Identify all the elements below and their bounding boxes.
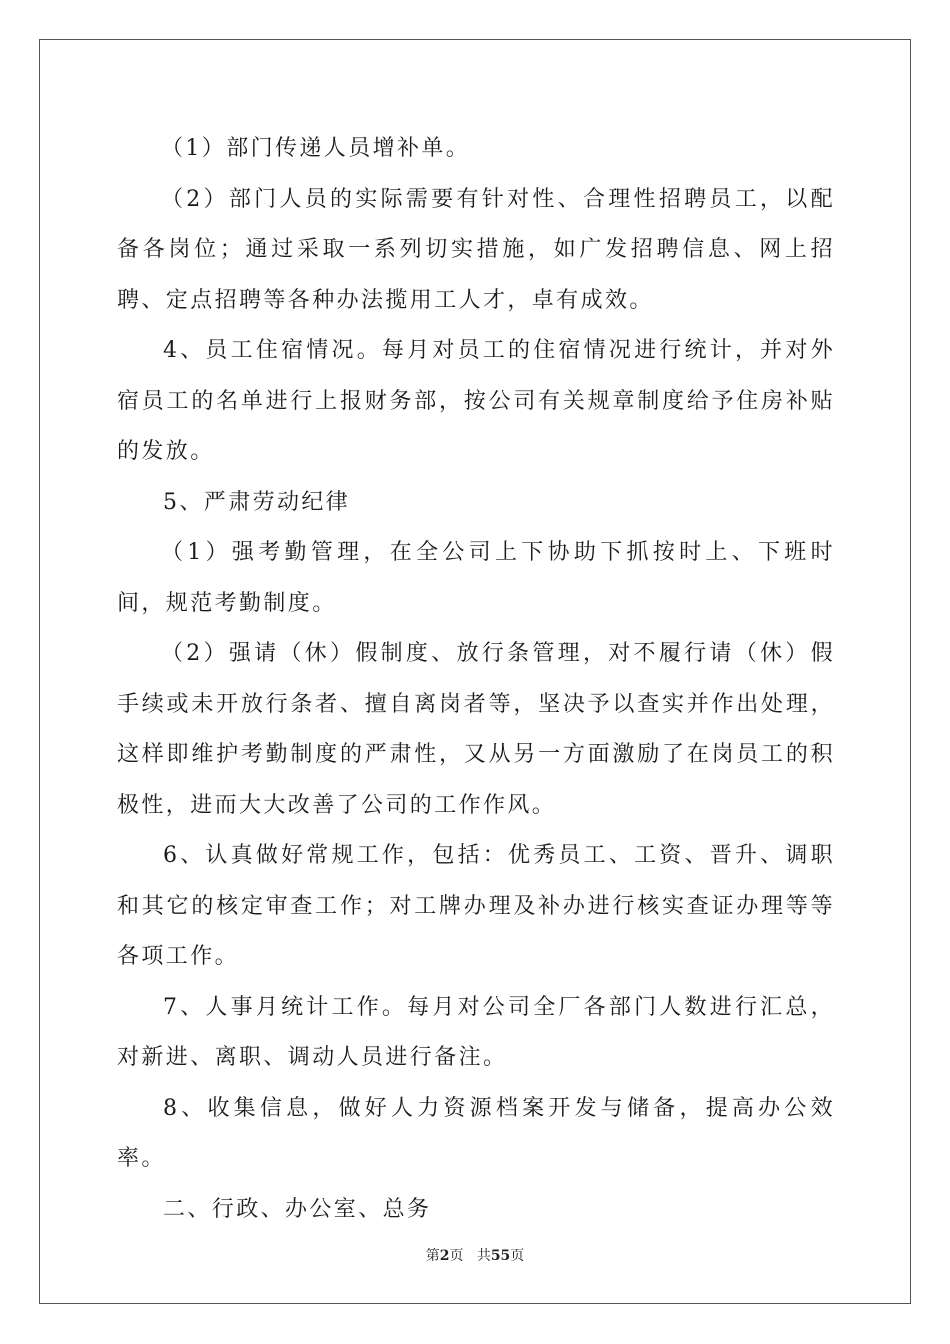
paragraph-4: 5、严肃劳动纪律 <box>163 489 351 515</box>
footer-total-prefix: 共 <box>476 1248 491 1264</box>
page-footer <box>0 1246 950 1266</box>
paragraph-7: 6、认真做好常规工作，包括：优秀员工、工资、晋升、调职和其它的核定审查工作；对工牌办理及补办进行核实查证办理等等各项工作。 <box>117 843 835 969</box>
footer-page-number: 2 <box>439 1248 450 1264</box>
paragraph-2: （2）部门人员的实际需要有针对性、合理性招聘员工，以配备各岗位；通过采取一系列切实措施，如广发招聘信息、网上招聘、定点招聘等各种办法揽用工人才，卓有成效。 <box>117 186 835 313</box>
paragraph-1: （1）部门传递人员增补单。 <box>161 136 471 161</box>
footer-total-pages: 55 <box>490 1248 511 1264</box>
paragraph-9: 8、收集信息，做好人力资源档案开发与储备，提高办公效率。 <box>117 1095 835 1171</box>
paragraph-6: （2）强请（休）假制度、放行条管理，对不履行请（休）假手续或未开放行条者、擅自离岗者等，坚决予以查实并作出处理，这样即维护考勤制度的严肃性，又从另一方面激励了在岗员工的积极性，进而大大改善了公司的工作作风。 <box>117 641 835 818</box>
footer-prefix: 第 <box>425 1248 440 1264</box>
paragraph-10: 二、行政、办公室、总务 <box>163 1196 432 1222</box>
footer-page-suffix: 页 <box>449 1248 464 1264</box>
paragraph-5: （1）强考勤管理，在全公司上下协助下抓按时上、下班时间，规范考勤制度。 <box>117 540 835 616</box>
paragraph-8: 7、人事月统计工作。每月对公司全厂各部门人数进行汇总，对新进、离职、调动人员进行备注。 <box>117 994 835 1070</box>
paragraph-3: 4、员工住宿情况。每月对员工的住宿情况进行统计，并对外宿员工的名单进行上报财务部，按公司有关规章制度给予住房补贴的发放。 <box>117 338 835 464</box>
document-body <box>117 124 835 1235</box>
footer-total-suffix: 页 <box>510 1248 525 1264</box>
